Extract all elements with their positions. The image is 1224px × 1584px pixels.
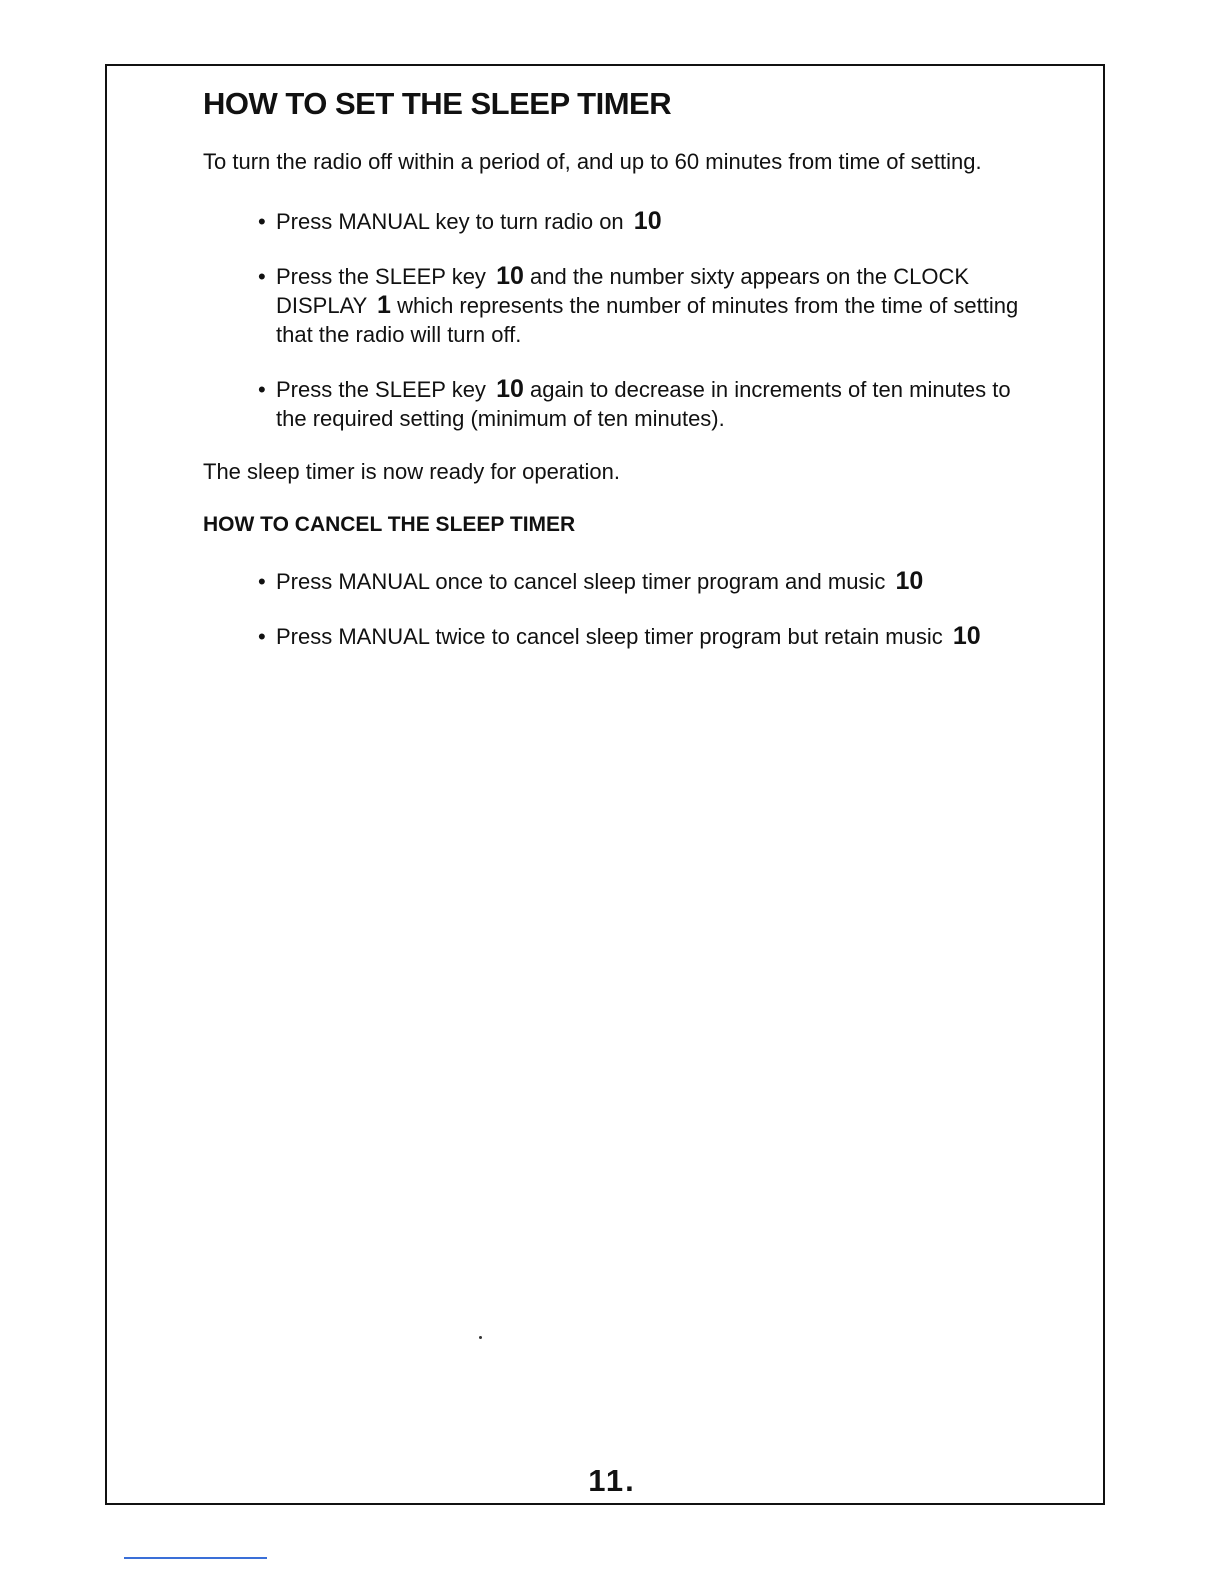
step-text: again to decrease in increments of ten minutes to the required setting (minimum of ten minutes). xyxy=(276,377,1011,431)
page-number: 11. xyxy=(588,1463,636,1498)
step-text: Press the SLEEP key xyxy=(276,377,486,402)
key-reference: 10 xyxy=(633,207,662,235)
scan-artifact-line xyxy=(124,1557,267,1559)
bullet-icon: • xyxy=(258,569,266,594)
list-item xyxy=(258,207,1023,236)
step-text: Press the SLEEP key xyxy=(276,264,486,289)
step-text: which represents the number of minutes from the time of setting that the radio will turn off. xyxy=(276,293,1019,347)
intro-paragraph: To turn the radio off within a period of, and up to 60 minutes from time of setting. xyxy=(203,149,982,174)
key-reference: 10 xyxy=(952,622,981,650)
cancel-steps-list xyxy=(203,567,1023,651)
display-reference: 1 xyxy=(377,291,391,319)
section-title: HOW TO CANCEL THE SLEEP TIMER xyxy=(203,513,576,536)
key-reference: 10 xyxy=(496,262,524,290)
set-steps-list xyxy=(203,207,1023,433)
status-paragraph: The sleep timer is now ready for operation. xyxy=(203,459,620,484)
list-item xyxy=(258,375,1023,433)
document-body xyxy=(203,84,1023,677)
step-text: Press MANUAL once to cancel sleep timer program and music xyxy=(276,569,886,594)
key-reference: 10 xyxy=(496,375,524,403)
step-text: Press MANUAL key to turn radio on xyxy=(276,209,624,234)
page-title: HOW TO SET THE SLEEP TIMER xyxy=(203,86,672,121)
bullet-icon: • xyxy=(258,264,266,289)
list-item xyxy=(258,262,1023,349)
bullet-icon: • xyxy=(258,209,266,234)
list-item xyxy=(258,567,1023,596)
key-reference: 10 xyxy=(895,567,924,595)
bullet-icon: • xyxy=(258,624,266,649)
step-text: Press MANUAL twice to cancel sleep timer program but retain music xyxy=(276,624,943,649)
scan-speck xyxy=(479,1336,482,1339)
list-item xyxy=(258,622,1023,651)
bullet-icon: • xyxy=(258,377,266,402)
step-text: and the number sixty appears on the CLOCK DISPLAY xyxy=(276,264,970,318)
